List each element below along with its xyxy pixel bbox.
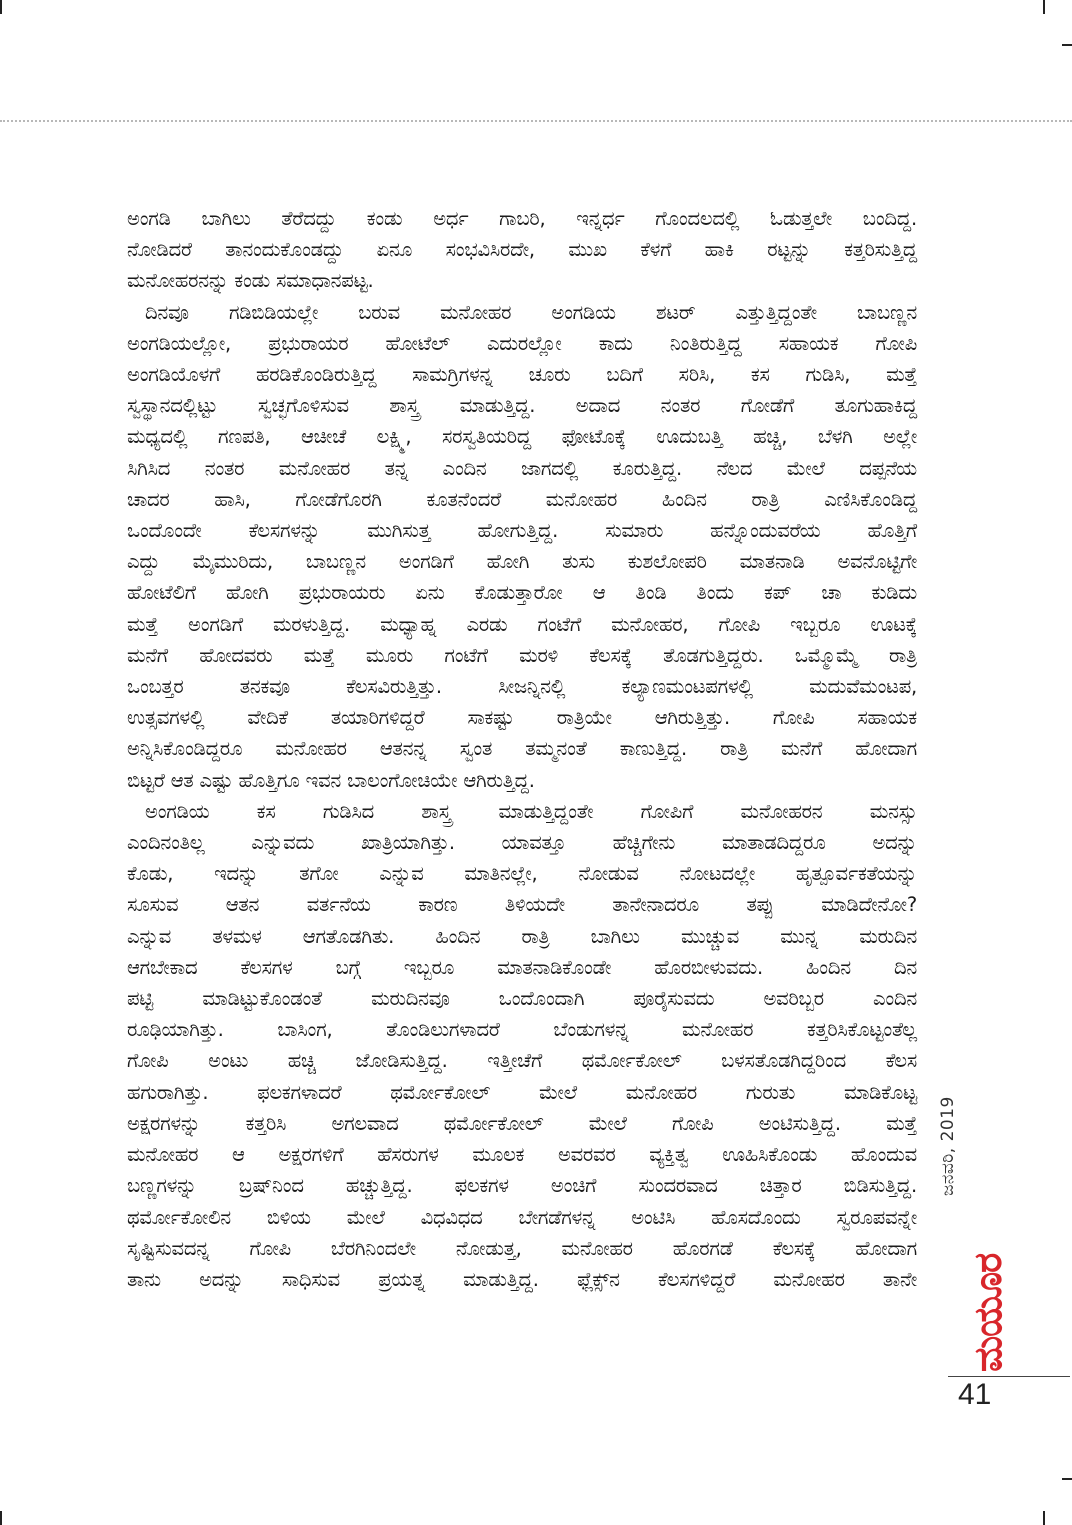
text-line: ಹೋಟೆಲಿಗೆ ಹೋಗಿ ಪ್ರಭುರಾಯರು ಏನು ಕೊಡುತ್ತಾರೋ ಆ ತಿಂಡಿ ತಿಂದು ಕಪ್ ಚಾ ಕುಡಿದು xyxy=(127,581,917,605)
text-line: ಸೂಸುವ ಆತನ ವರ್ತನೆಯ ಕಾರಣ ತಿಳಿಯದೇ ತಾನೇನಾದರೂ ತಪ್ಪು ಮಾಡಿದೇನೋ? xyxy=(127,893,917,917)
text-line: ಮನೋಹರನನ್ನು ಕಂಡು ಸಮಾಧಾನಪಟ್ಟ. xyxy=(127,269,374,293)
crop-mark-bottom-left xyxy=(0,1511,2,1525)
issue-date: ಜನವರಿ, 2019 xyxy=(938,1096,958,1196)
text-line: ಗೋಪಿ ಅಂಟು ಹಚ್ಚಿ ಜೋಡಿಸುತ್ತಿದ್ದ. ಇತ್ತೀಚೆಗೆ ಥರ್ಮೋಕೋಲ್ ಬಳಸತೊಡಗಿದ್ದರಿಂದ ಕೆಲಸ xyxy=(127,1049,917,1073)
text-line: ಎನ್ನುವ ತಳಮಳ ಆಗತೊಡಗಿತು. ಹಿಂದಿನ ರಾತ್ರಿ ಬಾಗಿಲು ಮುಚ್ಚುವ ಮುನ್ನ ಮರುದಿನ xyxy=(127,924,917,948)
text-line: ಉತ್ಸವಗಳಲ್ಲಿ ವೇದಿಕೆ ತಯಾರಿಗಳಿದ್ದರೆ ಸಾಕಷ್ಟು ರಾತ್ರಿಯೇ ಆಗಿರುತ್ತಿತ್ತು. ಗೋಪಿ ಸಹಾಯಕ xyxy=(127,706,917,730)
text-line: ಆಗಬೇಕಾದ ಕೆಲಸಗಳ ಬಗ್ಗೆ ಇಬ್ಬರೂ ಮಾತನಾಡಿಕೊಂಡೇ ಹೊರಬೀಳುವದು. ಹಿಂದಿನ ದಿನ xyxy=(127,955,917,979)
text-line: ಅಂಗಡಿಯಲ್ಲೋ, ಪ್ರಭುರಾಯರ ಹೋಟೆಲ್ ಎದುರಲ್ಲೋ ಕಾದು ನಿಂತಿರುತ್ತಿದ್ದ ಸಹಾಯಕ ಗೋಪಿ xyxy=(127,331,917,355)
text-line: ಚಾದರ ಹಾಸಿ, ಗೋಡೆಗೊರಗಿ ಕೂತನೆಂದರೆ ಮನೋಹರ ಹಿಂದಿನ ರಾತ್ರಿ ಎಣಿಸಿಕೊಂಡಿದ್ದ xyxy=(127,487,917,511)
text-line: ಎದ್ದು ಮೈಮುರಿದು, ಬಾಬಣ್ಣನ ಅಂಗಡಿಗೆ ಹೋಗಿ ತುಸು ಕುಶಲೋಪರಿ ಮಾತನಾಡಿ ಅವನೊಟ್ಟಿಗೇ xyxy=(127,550,917,574)
page-number: 41 xyxy=(958,1378,992,1411)
folio-rule xyxy=(948,1376,1070,1377)
text-line: ಮನೋಹರ ಆ ಅಕ್ಷರಗಳಿಗೆ ಹೆಸರುಗಳ ಮೂಲಕ ಅವರವರ ವ್ಯಕ್ತಿತ್ವ ಊಹಿಸಿಕೊಂಡು ಹೊಂದುವ xyxy=(127,1143,917,1167)
text-line: ಅಂಗಡಿ ಬಾಗಿಲು ತೆರೆದದ್ದು ಕಂಡು ಅರ್ಧ ಗಾಬರಿ, ಇನ್ನರ್ಧ ಗೊಂದಲದಲ್ಲಿ ಓಡುತ್ತಲೇ ಬಂದಿದ್ದ. xyxy=(127,207,917,230)
text-line: ಅನ್ನಿಸಿಕೊಂಡಿದ್ದರೂ ಮನೋಹರ ಆತನನ್ನ ಸ್ವಂತ ತಮ್ಮನಂತೆ ಕಾಣುತ್ತಿದ್ದ. ರಾತ್ರಿ ಮನೆಗೆ ಹೋದಾಗ xyxy=(127,737,917,761)
text-line: ಬಣ್ಣಗಳನ್ನು ಬ್ರಷ್‌ನಿಂದ ಹಚ್ಚುತ್ತಿದ್ದ. ಫಲಕಗಳ ಅಂಚಿಗೆ ಸುಂದರವಾದ ಚಿತ್ತಾರ ಬಿಡಿಸುತ್ತಿದ್ದ. xyxy=(127,1174,917,1198)
text-line: ಒಂಬತ್ತರ ತನಕವೂ ಕೆಲಸವಿರುತ್ತಿತ್ತು. ಸೀಜನ್ನಿನಲ್ಲಿ ಕಲ್ಯಾಣಮಂಟಪಗಳಲ್ಲಿ ಮದುವೆಮಂಟಪ, xyxy=(127,675,917,699)
top-dotted-rule xyxy=(0,120,1072,122)
article-body xyxy=(127,203,917,1295)
text-line: ಸ್ವಸ್ಥಾನದಲ್ಲಿಟ್ಟು ಸ್ವಚ್ಛಗೊಳಿಸುವ ಶಾಸ್ತ್ರ ಮಾಡುತ್ತಿದ್ದ. ಅದಾದ ನಂತರ ಗೋಡೆಗೆ ತೂಗುಹಾಕಿದ್ದ xyxy=(127,394,917,418)
text-line: ಮನೆಗೆ ಹೋದವರು ಮತ್ತೆ ಮೂರು ಗಂಟೆಗೆ ಮರಳಿ ಕೆಲಸಕ್ಕೆ ತೊಡಗುತ್ತಿದ್ದರು. ಒಮ್ಮೊಮ್ಮೆ ರಾತ್ರಿ xyxy=(127,643,917,667)
crop-mark-top-left xyxy=(0,0,2,14)
text-line: ಕೊಡು, ಇದನ್ನು ತಗೋ ಎನ್ನುವ ಮಾತಿನಲ್ಲೇ, ನೋಡುವ ನೋಟದಲ್ಲೇ ಹೃತ್ಪೂರ್ವಕತೆಯನ್ನು xyxy=(127,862,917,886)
text-line: ಸಿಗಿಸಿದ ನಂತರ ಮನೋಹರ ತನ್ನ ಎಂದಿನ ಜಾಗದಲ್ಲಿ ಕೂರುತ್ತಿದ್ದ. ನೆಲದ ಮೇಲೆ ದಪ್ಪನೆಯ xyxy=(127,456,917,480)
crop-mark-bottom-right xyxy=(1043,1511,1045,1525)
text-line: ಮಧ್ಯದಲ್ಲಿ ಗಣಪತಿ, ಆಚೀಚೆ ಲಕ್ಷ್ಮಿ, ಸರಸ್ವತಿಯರಿದ್ದ ಫೋಟೊಕ್ಕೆ ಊದುಬತ್ತಿ ಹಚ್ಚಿ, ಬೆಳಗಿ ಅಲ್ಲೇ xyxy=(127,425,917,449)
crop-mark-right-upper xyxy=(1062,44,1072,46)
text-line: ಹಗುರಾಗಿತ್ತು. ಫಲಕಗಳಾದರೆ ಥರ್ಮೋಕೋಲ್ ಮೇಲೆ ಮನೋಹರ ಗುರುತು ಮಾಡಿಕೊಟ್ಟ xyxy=(127,1080,917,1104)
crop-mark-top-right xyxy=(1043,0,1045,14)
magazine-logo: ಮಯೂರ xyxy=(966,1253,1010,1372)
text-line: ಅಂಗಡಿಯೊಳಗೆ ಹರಡಿಕೊಂಡಿರುತ್ತಿದ್ದ ಸಾಮಗ್ರಿಗಳನ್ನ ಚೂರು ಬದಿಗೆ ಸರಿಸಿ, ಕಸ ಗುಡಿಸಿ, ಮತ್ತೆ xyxy=(127,363,917,387)
text-line: ದಿನವೂ ಗಡಿಬಿಡಿಯಲ್ಲೇ ಬರುವ ಮನೋಹರ ಅಂಗಡಿಯ ಶಟರ್ ಎತ್ತುತ್ತಿದ್ದಂತೇ ಬಾಬಣ್ಣನ xyxy=(145,300,917,324)
text-line: ಅಕ್ಷರಗಳನ್ನು ಕತ್ತರಿಸಿ ಅಗಲವಾದ ಥರ್ಮೋಕೋಲ್ ಮೇಲೆ ಗೋಪಿ ಅಂಟಿಸುತ್ತಿದ್ದ. ಮತ್ತೆ xyxy=(127,1111,917,1135)
text-line: ತಾನು ಅದನ್ನು ಸಾಧಿಸುವ ಪ್ರಯತ್ನ ಮಾಡುತ್ತಿದ್ದ. ಫ್ಲೆಕ್ಸ್‌ನ ಕೆಲಸಗಳಿದ್ದರೆ ಮನೋಹರ ತಾನೇ xyxy=(127,1267,917,1291)
text-line: ಎಂದಿನಂತಿಲ್ಲ ಎನ್ನುವದು ಖಾತ್ರಿಯಾಗಿತ್ತು. ಯಾವತ್ತೂ ಹೆಚ್ಚಿಗೇನು ಮಾತಾಡದಿದ್ದರೂ ಅದನ್ನು xyxy=(127,831,917,855)
text-line: ಒಂದೊಂದೇ ಕೆಲಸಗಳನ್ನು ಮುಗಿಸುತ್ತ ಹೋಗುತ್ತಿದ್ದ. ಸುಮಾರು ಹನ್ನೊಂದುವರೆಯ ಹೊತ್ತಿಗೆ xyxy=(127,519,917,543)
text-line: ಪಟ್ಟಿ ಮಾಡಿಟ್ಟುಕೊಂಡಂತೆ ಮರುದಿನವೂ ಒಂದೊಂದಾಗಿ ಪೂರೈಸುವದು ಅವರಿಬ್ಬರ ಎಂದಿನ xyxy=(127,987,917,1011)
text-line: ಥರ್ಮೋಕೋಲಿನ ಬಿಳಿಯ ಮೇಲೆ ವಿಧವಿಧದ ಬೇಗಡೆಗಳನ್ನ ಅಂಟಿಸಿ ಹೊಸದೊಂದು ಸ್ವರೂಪವನ್ನೇ xyxy=(127,1205,917,1229)
crop-mark-right-lower xyxy=(1062,1478,1072,1480)
text-line: ಸೃಷ್ಟಿಸುವದನ್ನ ಗೋಪಿ ಬೆರಗಿನಿಂದಲೇ ನೋಡುತ್ತ, ಮನೋಹರ ಹೊರಗಡೆ ಕೆಲಸಕ್ಕೆ ಹೋದಾಗ xyxy=(127,1236,917,1260)
text-line: ಅಂಗಡಿಯ ಕಸ ಗುಡಿಸಿದ ಶಾಸ್ತ್ರ ಮಾಡುತ್ತಿದ್ದಂತೇ ಗೋಪಿಗೆ ಮನೋಹರನ ಮನಸ್ಸು xyxy=(145,799,917,823)
text-line: ಮತ್ತೆ ಅಂಗಡಿಗೆ ಮರಳುತ್ತಿದ್ದ. ಮಧ್ಯಾಹ್ನ ಎರಡು ಗಂಟೆಗೆ ಮನೋಹರ, ಗೋಪಿ ಇಬ್ಬರೂ ಊಟಕ್ಕೆ xyxy=(127,612,917,636)
text-line: ಬಿಟ್ಟರೆ ಆತ ಎಷ್ಟು ಹೊತ್ತಿಗೂ ಇವನ ಬಾಲಂಗೋಚಿಯೇ ಆಗಿರುತ್ತಿದ್ದ. xyxy=(127,768,535,792)
text-line: ನೋಡಿದರೆ ತಾನಂದುಕೊಂಡದ್ದು ಏನೂ ಸಂಭವಿಸಿರದೇ, ಮುಖ ಕೆಳಗೆ ಹಾಕಿ ರಟ್ಟನ್ನು ಕತ್ತರಿಸುತ್ತಿದ್ದ xyxy=(127,238,917,262)
text-line: ರೂಢಿಯಾಗಿತ್ತು. ಬಾಸಿಂಗ, ತೊಂಡಿಲುಗಳಾದರೆ ಬೆಂಡುಗಳನ್ನ ಮನೋಹರ ಕತ್ತರಿಸಿಕೊಟ್ಟಂತೆಲ್ಲ xyxy=(127,1018,917,1042)
